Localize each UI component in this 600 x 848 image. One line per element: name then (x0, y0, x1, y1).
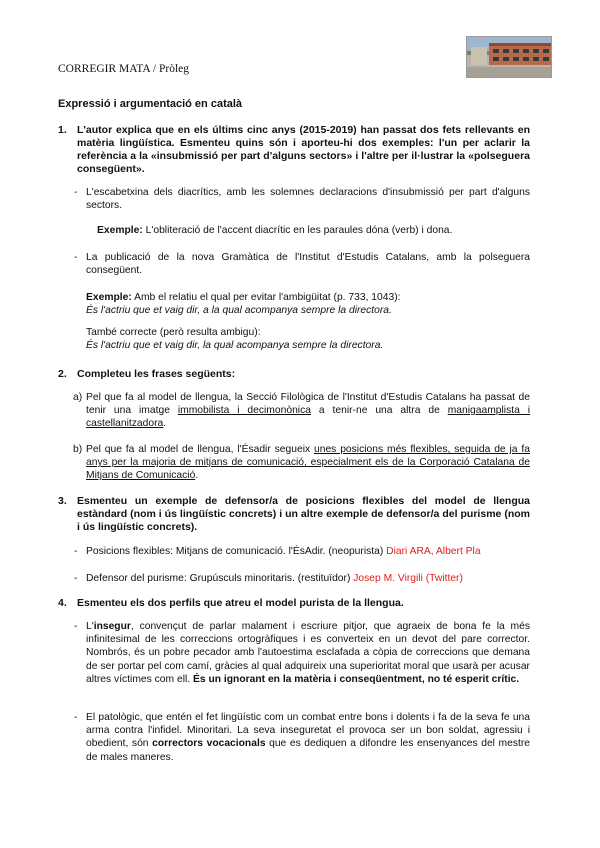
dash-marker: - (74, 252, 78, 263)
q4-item-2-text: El patològic, que entén el fet lingüístic com un combat entre bons i dolents i fa de la seva fe una arma contra l'infidel. Minoritari. La seva inseguretat el provoca ser un bon soldat, agressiu i obedient, són (86, 712, 530, 750)
example-label: Exemple: (97, 225, 143, 236)
q1-answer-item-1 (74, 186, 530, 212)
q3-item-2-red: Josep M. Virgili (Twitter) (353, 573, 463, 584)
q4-item-1-conclusion: És un ignorant en la matèria i conseqüentment, no té esperit crític. (193, 673, 520, 685)
q1-example-2 (86, 291, 536, 304)
document-title: Expressió i argumentació en català (58, 98, 243, 110)
q2-b-answer (86, 443, 530, 483)
q2-a-text: Pel que fa al model de llengua, la Secció Filològica de l'Institut d'Estudis Catalans ha passat de tenir una imatge (86, 392, 530, 417)
dash-marker: - (74, 573, 78, 584)
q2-a-answer (86, 391, 530, 431)
q1-answer-item-2-text: La publicació de la nova Gramàtica de l'Institut d'Estudis Catalans, amb la polseguera consegüent. (86, 252, 530, 277)
q1-example-1 (97, 224, 537, 237)
example-text: Amb el relatiu el qual per evitar l'ambigüitat (p. 733, 1043): (131, 292, 401, 303)
page-header: CORREGIR MATA / Pròleg (58, 63, 190, 75)
question-3-text: Esmenteu un exemple de defensor/a de posicions flexibles del model de llengua estàndard (nom i ús lingüístic concrets) i un altre exemple de defensor/a del purisme (nom i ús lingüístic concrets). (77, 495, 530, 533)
q2-a-text-mid: a tenir-ne una altra de (310, 405, 448, 417)
q2-a-end: . (163, 418, 167, 430)
q3-item-1-text: Posicions flexibles: Mitjans de comunicació. l'ÉsAdir. (neopurista) (86, 546, 387, 557)
header-photo (466, 36, 552, 78)
q3-item-1-red: Diari ARA, Albert Pla (386, 546, 481, 557)
q4-answer-item-1 (74, 620, 530, 686)
q4-item-1-pre: L' (86, 621, 94, 632)
question-2-number: 2. (58, 368, 67, 380)
q3-answer-item-2 (74, 572, 536, 585)
question-4-text: Esmenteu els dos perfils que atreu el model purista de la llengua. (77, 597, 404, 609)
dash-marker: - (74, 712, 78, 723)
building-image (467, 37, 551, 77)
q4-item-1-bold: insegur (93, 621, 131, 632)
q2-b-end: . (195, 470, 199, 482)
question-3-number: 3. (58, 495, 67, 507)
q2-b-underlined: unes posicions més flexibles, seguida de ja fa anys per la majoria de mitjans de comunicació, especialment els de la Corporació Catalana de Mitjans de Comunicació (86, 444, 530, 482)
q2-b-text: Pel que fa al model de llengua, l'Ésadir segueix (86, 444, 314, 455)
question-1-text: L'autor explica que en els últims cinc anys (2015-2019) han passat dos fets rellevants en matèria lingüística. Esmenteu quins són i aporteu-hi dos exemples: l'un per aclarir la referència a la «insubmissió per part d'alguns sectors» i l'altre per il·lustrar la «polseguera consegüent». (77, 124, 530, 175)
example-text: L'obliteració de l'accent diacrític en les paraules dóna (verb) i dona. (142, 225, 453, 236)
dash-marker: - (74, 187, 78, 198)
dash-marker: - (74, 621, 78, 632)
q1-answer-item-1-text: L'escabetxina dels diacrítics, amb les solemnes declaracions d'insubmissió per part d'alguns sectors. (86, 187, 530, 212)
q4-item-2-bold: correctors vocacionals (152, 738, 266, 750)
q4-item-2-end: que es dediquen a difondre les ensenyances del mestre de males maneres. (86, 738, 530, 763)
q2-b-label: b) (73, 444, 83, 455)
q1-example-3: També correcte (però resulta ambigu): (86, 327, 261, 338)
question-4-number: 4. (58, 597, 67, 609)
q4-answer-item-2 (74, 711, 530, 764)
example-label: Exemple: (86, 292, 132, 303)
q3-item-2-text: Defensor del purisme: Grupúsculs minoritaris. (restituïdor) (86, 573, 354, 584)
q2-a-underlined-1: immobilista i decimonònica (177, 405, 311, 417)
question-2-text: Completeu les frases següents: (77, 368, 236, 380)
q4-item-1-text: , convençut de parlar malament i escriure pitjor, que agraeix de bona fe la més infinitesimal de les correccions ortogràfiques i es converteix en un devot del pare corrector. Nombrós, és un pobre pecador amb l'autoestima esclafada a còpia de correccions que demana de ser portar pel com camí, gràcies al qual adquireix una superioritat moral que usarà per acusar altres víctimes com ell. (86, 621, 530, 685)
q1-answer-item-2 (74, 251, 530, 277)
q2-a-label: a) (73, 392, 83, 403)
q1-example-3-quote: És l'actriu que et vaig dir, la qual acompanya sempre la directora. (86, 340, 384, 351)
dash-marker: - (74, 546, 78, 557)
q1-example-2-quote: És l'actriu que et vaig dir, a la qual acompanya sempre la directora. (86, 305, 392, 316)
question-1-number: 1. (58, 124, 67, 136)
q3-answer-item-1 (74, 545, 536, 558)
q2-a-underlined-2: manigaamplista i castellanitzadora (86, 405, 531, 430)
